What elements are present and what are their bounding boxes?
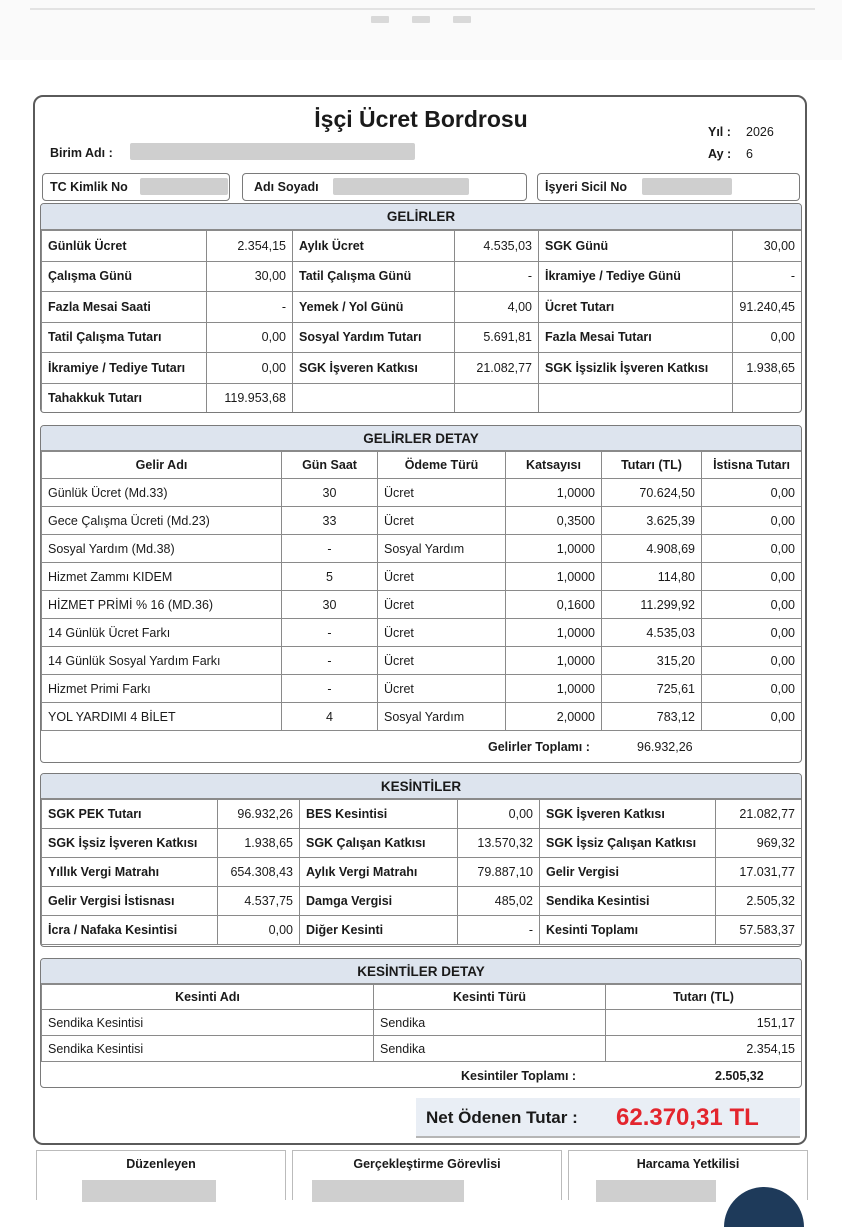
- gelirler-detay-cell: Ücret: [378, 647, 506, 675]
- gelirler-detay-header: Ödeme Türü: [378, 452, 506, 479]
- kesintiler-label-cell: SGK Çalışan Katkısı: [300, 829, 458, 858]
- kesintiler-detay-row: [42, 1010, 802, 1036]
- gelirler-label-cell: Aylık Ücret: [293, 231, 455, 262]
- gelirler-detay-cell: 783,12: [602, 703, 702, 731]
- gelirler-detay-row: [42, 535, 802, 563]
- gelirler-value-cell: 91.240,45: [733, 292, 802, 323]
- kesintiler-title: KESİNTİLER: [41, 774, 801, 799]
- gelirler-detay-table: [41, 451, 802, 731]
- gelirler-value-cell: 1.938,65: [733, 353, 802, 384]
- kesintiler-total-value: 2.505,32: [715, 1069, 764, 1083]
- gelirler-detay-row: [42, 675, 802, 703]
- kesintiler-detay-header: Tutarı (TL): [606, 985, 802, 1010]
- gelirler-detay-cell: Ücret: [378, 507, 506, 535]
- signature-redacted: [596, 1180, 716, 1202]
- gelirler-detay-header: Katsayısı: [506, 452, 602, 479]
- gelirler-detay-cell: 2,0000: [506, 703, 602, 731]
- kesintiler-value-cell: 654.308,43: [218, 858, 300, 887]
- gelirler-detay-cell: -: [282, 647, 378, 675]
- kesintiler-value-cell: 2.505,32: [716, 887, 802, 916]
- gelirler-detay-row: [42, 703, 802, 731]
- kesintiler-value-cell: 96.932,26: [218, 800, 300, 829]
- gelirler-detay-cell: 30: [282, 591, 378, 619]
- signature-label: Harcama Yetkilisi: [636, 1157, 740, 1171]
- kesintiler-detay-cell: Sendika: [374, 1036, 606, 1062]
- gelirler-detay-cell: HİZMET PRİMİ % 16 (MD.36): [42, 591, 282, 619]
- gelirler-value-cell: -: [733, 261, 802, 292]
- gelirler-detay-cell: Günlük Ücret (Md.33): [42, 479, 282, 507]
- gelirler-value-cell: -: [207, 292, 293, 323]
- gelirler-detay-cell: Ücret: [378, 563, 506, 591]
- gelirler-label-cell: Fazla Mesai Saati: [42, 292, 207, 323]
- gelirler-detay-header: Gelir Adı: [42, 452, 282, 479]
- gelirler-detay-cell: 4: [282, 703, 378, 731]
- gelirler-detay-cell: 1,0000: [506, 647, 602, 675]
- kesintiler-label-cell: SGK İşsiz İşveren Katkısı: [42, 829, 218, 858]
- kesintiler-value-cell: -: [458, 916, 540, 945]
- toolbar-dot: [371, 16, 389, 23]
- kesintiler-label-cell: SGK İşsiz Çalışan Katkısı: [540, 829, 716, 858]
- gelirler-detay-cell: 4.535,03: [602, 619, 702, 647]
- kesintiler-row: [42, 916, 802, 945]
- gelirler-value-cell: 30,00: [733, 231, 802, 262]
- gelirler-label-cell: Fazla Mesai Tutarı: [539, 322, 733, 353]
- adsoyad-label: Adı Soyadı: [254, 180, 319, 194]
- tc-redacted: [140, 178, 228, 195]
- kesintiler-value-cell: 1.938,65: [218, 829, 300, 858]
- gelirler-detay-cell: 4.908,69: [602, 535, 702, 563]
- gelirler-value-cell: 0,00: [733, 322, 802, 353]
- gelirler-detay-cell: 0,00: [702, 507, 802, 535]
- gelirler-label-cell: SGK İşveren Katkısı: [293, 353, 455, 384]
- gelirler-detay-cell: 1,0000: [506, 535, 602, 563]
- gelirler-detay-cell: 33: [282, 507, 378, 535]
- gelirler-detay-cell: Ücret: [378, 591, 506, 619]
- kesintiler-detay-cell: Sendika Kesintisi: [42, 1036, 374, 1062]
- gelirler-label-cell: SGK İşsizlik İşveren Katkısı: [539, 353, 733, 384]
- gelirler-total-value: 96.932,26: [637, 740, 693, 754]
- gelirler-detay-cell: 725,61: [602, 675, 702, 703]
- gelirler-label-cell: Tatil Çalışma Günü: [293, 261, 455, 292]
- kesintiler-value-cell: 21.082,77: [716, 800, 802, 829]
- kesintiler-total-label: Kesintiler Toplamı :: [461, 1069, 577, 1083]
- gelirler-detay-cell: 5: [282, 563, 378, 591]
- kesintiler-detay-section: [40, 958, 802, 1088]
- document-title: İşçi Ücret Bordrosu: [314, 106, 528, 132]
- gelirler-detay-cell: Hizmet Primi Farkı: [42, 675, 282, 703]
- gelirler-detay-cell: Sosyal Yardım: [378, 703, 506, 731]
- kesintiler-label-cell: Diğer Kesinti: [300, 916, 458, 945]
- gelirler-label-cell: [539, 383, 733, 413]
- gelirler-detay-row: [42, 479, 802, 507]
- gelirler-detay-cell: 0,1600: [506, 591, 602, 619]
- gelirler-detay-cell: 3.625,39: [602, 507, 702, 535]
- gelirler-detay-header: Tutarı (TL): [602, 452, 702, 479]
- kesintiler-row: [42, 858, 802, 887]
- kesintiler-value-cell: 79.887,10: [458, 858, 540, 887]
- gelirler-label-cell: Ücret Tutarı: [539, 292, 733, 323]
- gelirler-detay-cell: 1,0000: [506, 563, 602, 591]
- kesintiler-value-cell: 13.570,32: [458, 829, 540, 858]
- gelirler-detay-cell: 0,00: [702, 591, 802, 619]
- gelirler-detay-cell: 1,0000: [506, 479, 602, 507]
- top-divider: [30, 8, 815, 10]
- gelirler-detay-cell: 1,0000: [506, 675, 602, 703]
- gelirler-detay-cell: 0,00: [702, 563, 802, 591]
- gelirler-detay-cell: 0,3500: [506, 507, 602, 535]
- gelirler-value-cell: [455, 383, 539, 413]
- gelirler-value-cell: -: [455, 261, 539, 292]
- gelirler-detay-row: [42, 619, 802, 647]
- gelirler-detay-header: Gün Saat: [282, 452, 378, 479]
- gelirler-detay-cell: 0,00: [702, 535, 802, 563]
- tc-label: TC Kimlik No: [50, 180, 128, 194]
- gelirler-detay-cell: Sosyal Yardım (Md.38): [42, 535, 282, 563]
- gelirler-row: [42, 231, 802, 262]
- gelirler-label-cell: Tahakkuk Tutarı: [42, 383, 207, 413]
- gelirler-value-cell: 119.953,68: [207, 383, 293, 413]
- gelirler-detay-cell: -: [282, 535, 378, 563]
- gelirler-label-cell: Çalışma Günü: [42, 261, 207, 292]
- gelirler-label-cell: Sosyal Yardım Tutarı: [293, 322, 455, 353]
- kesintiler-row: [42, 887, 802, 916]
- kesintiler-label-cell: Gelir Vergisi İstisnası: [42, 887, 218, 916]
- kesintiler-value-cell: 969,32: [716, 829, 802, 858]
- kesintiler-label-cell: Aylık Vergi Matrahı: [300, 858, 458, 887]
- gelirler-detay-cell: 30: [282, 479, 378, 507]
- signature-label: Gerçekleştirme Görevlisi: [353, 1157, 501, 1171]
- gelirler-label-cell: İkramiye / Tediye Tutarı: [42, 353, 207, 384]
- toolbar-dot: [453, 16, 471, 23]
- gelirler-value-cell: 0,00: [207, 322, 293, 353]
- gelirler-row: [42, 322, 802, 353]
- gelirler-row: [42, 353, 802, 384]
- signature-label: Düzenleyen: [126, 1157, 196, 1171]
- kesintiler-detay-title: KESİNTİLER DETAY: [41, 959, 801, 984]
- gelirler-value-cell: 4.535,03: [455, 231, 539, 262]
- gelirler-detay-cell: -: [282, 675, 378, 703]
- gelirler-detay-cell: Sosyal Yardım: [378, 535, 506, 563]
- kesintiler-detay-cell: Sendika Kesintisi: [42, 1010, 374, 1036]
- kesintiler-value-cell: 4.537,75: [218, 887, 300, 916]
- gelirler-section: [40, 203, 802, 413]
- gelirler-row: [42, 383, 802, 413]
- gelirler-detay-row: [42, 647, 802, 675]
- kesintiler-detay-table: [41, 984, 802, 1062]
- gelirler-detay-cell: 0,00: [702, 479, 802, 507]
- kesintiler-value-cell: 57.583,37: [716, 916, 802, 945]
- kesintiler-detay-header: Kesinti Türü: [374, 985, 606, 1010]
- gelirler-value-cell: 4,00: [455, 292, 539, 323]
- kesintiler-label-cell: İcra / Nafaka Kesintisi: [42, 916, 218, 945]
- ay-label: Ay :: [708, 147, 732, 161]
- gelirler-value-cell: 30,00: [207, 261, 293, 292]
- gelirler-detay-cell: 0,00: [702, 619, 802, 647]
- birim-label: Birim Adı :: [50, 146, 113, 160]
- gelirler-detay-section: [40, 425, 802, 763]
- gelirler-detay-cell: 14 Günlük Ücret Farkı: [42, 619, 282, 647]
- gelirler-label-cell: Yemek / Yol Günü: [293, 292, 455, 323]
- gelirler-value-cell: 0,00: [207, 353, 293, 384]
- net-payment-value: 62.370,31 TL: [616, 1104, 759, 1131]
- gelirler-detay-cell: Ücret: [378, 479, 506, 507]
- kesintiler-value-cell: 17.031,77: [716, 858, 802, 887]
- kesintiler-detay-cell: 2.354,15: [606, 1036, 802, 1062]
- kesintiler-value-cell: 0,00: [218, 916, 300, 945]
- kesintiler-label-cell: Gelir Vergisi: [540, 858, 716, 887]
- kesintiler-row: [42, 829, 802, 858]
- kesintiler-row: [42, 800, 802, 829]
- gelirler-detay-row: [42, 507, 802, 535]
- kesintiler-table: [41, 799, 802, 945]
- sicil-redacted: [642, 178, 732, 195]
- net-payment-label: Net Ödenen Tutar :: [426, 1108, 578, 1127]
- kesintiler-value-cell: 485,02: [458, 887, 540, 916]
- kesintiler-label-cell: SGK PEK Tutarı: [42, 800, 218, 829]
- yil-value: 2026: [746, 125, 774, 139]
- gelirler-detay-cell: -: [282, 619, 378, 647]
- gelirler-table: [41, 230, 802, 413]
- ay-value: 6: [746, 147, 753, 161]
- gelirler-label-cell: İkramiye / Tediye Günü: [539, 261, 733, 292]
- sicil-label: İşyeri Sicil No: [545, 180, 627, 194]
- gelirler-detay-cell: 0,00: [702, 647, 802, 675]
- gelirler-value-cell: 2.354,15: [207, 231, 293, 262]
- toolbar-dot: [412, 16, 430, 23]
- kesintiler-section: [40, 773, 802, 947]
- signature-redacted: [82, 1180, 216, 1202]
- gelirler-row: [42, 292, 802, 323]
- gelirler-detay-cell: Ücret: [378, 619, 506, 647]
- gelirler-detay-cell: 114,80: [602, 563, 702, 591]
- gelirler-value-cell: 21.082,77: [455, 353, 539, 384]
- gelirler-label-cell: [293, 383, 455, 413]
- gelirler-row: [42, 261, 802, 292]
- gelirler-detay-cell: 315,20: [602, 647, 702, 675]
- gelirler-label-cell: Tatil Çalışma Tutarı: [42, 322, 207, 353]
- kesintiler-label-cell: Damga Vergisi: [300, 887, 458, 916]
- gelirler-title: GELİRLER: [41, 204, 801, 230]
- gelirler-detay-cell: Gece Çalışma Ücreti (Md.23): [42, 507, 282, 535]
- gelirler-detay-cell: 70.624,50: [602, 479, 702, 507]
- gelirler-detay-cell: 0,00: [702, 675, 802, 703]
- kesintiler-value-cell: 0,00: [458, 800, 540, 829]
- gelirler-detay-cell: 14 Günlük Sosyal Yardım Farkı: [42, 647, 282, 675]
- gelirler-detay-cell: 1,0000: [506, 619, 602, 647]
- gelirler-detay-cell: Hizmet Zammı KIDEM: [42, 563, 282, 591]
- kesintiler-detay-header: Kesinti Adı: [42, 985, 374, 1010]
- gelirler-total-label: Gelirler Toplamı :: [488, 740, 590, 754]
- gelirler-label-cell: Günlük Ücret: [42, 231, 207, 262]
- adsoyad-redacted: [333, 178, 469, 195]
- birim-redacted: [130, 143, 415, 160]
- signature-redacted: [312, 1180, 464, 1202]
- kesintiler-label-cell: SGK İşveren Katkısı: [540, 800, 716, 829]
- gelirler-detay-title: GELİRLER DETAY: [41, 426, 801, 451]
- gelirler-detay-header: İstisna Tutarı: [702, 452, 802, 479]
- gelirler-value-cell: 5.691,81: [455, 322, 539, 353]
- kesintiler-label-cell: BES Kesintisi: [300, 800, 458, 829]
- kesintiler-label-cell: Kesinti Toplamı: [540, 916, 716, 945]
- gelirler-detay-cell: Ücret: [378, 675, 506, 703]
- kesintiler-label-cell: Sendika Kesintisi: [540, 887, 716, 916]
- gelirler-label-cell: SGK Günü: [539, 231, 733, 262]
- kesintiler-detay-cell: 151,17: [606, 1010, 802, 1036]
- gelirler-detay-cell: 11.299,92: [602, 591, 702, 619]
- gelirler-detay-row: [42, 591, 802, 619]
- net-payment-box: [416, 1098, 800, 1138]
- gelirler-value-cell: [733, 383, 802, 413]
- kesintiler-detay-row: [42, 1036, 802, 1062]
- gelirler-detay-cell: YOL YARDIMI 4 BİLET: [42, 703, 282, 731]
- kesintiler-label-cell: Yıllık Vergi Matrahı: [42, 858, 218, 887]
- gelirler-detay-cell: 0,00: [702, 703, 802, 731]
- kesintiler-detay-cell: Sendika: [374, 1010, 606, 1036]
- gelirler-detay-row: [42, 563, 802, 591]
- yil-label: Yıl :: [708, 125, 731, 139]
